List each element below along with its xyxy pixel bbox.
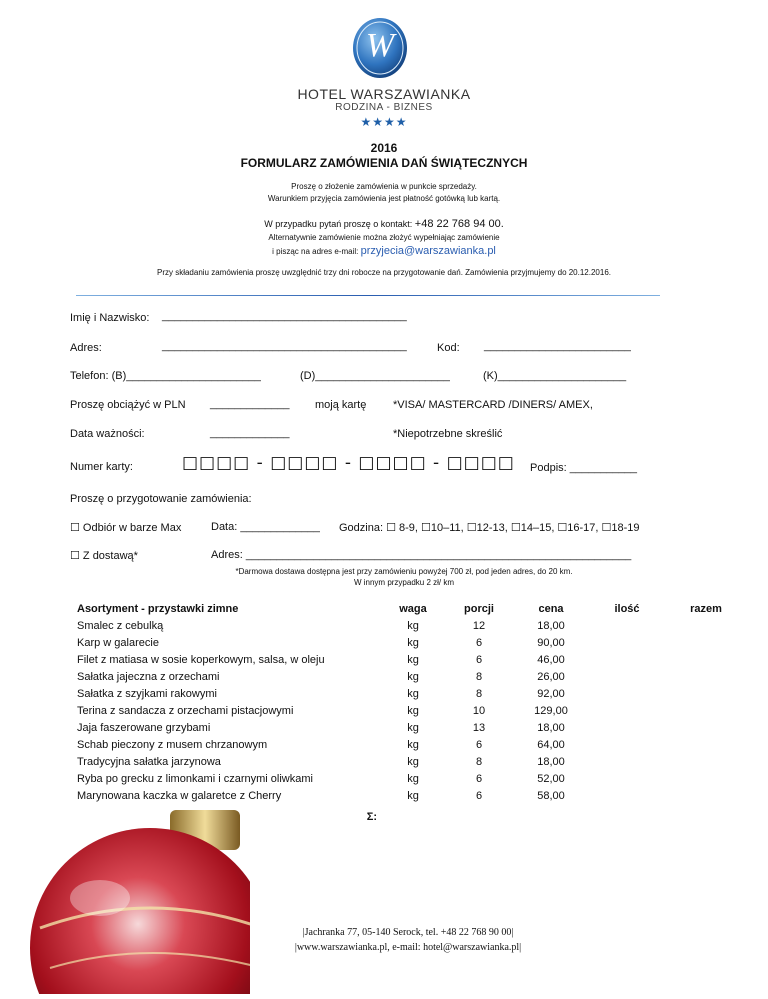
item-price: 26,00 [537,670,565,683]
item-quantity[interactable] [590,634,664,651]
footer-web-email[interactable]: |www.warszawianka.pl, e-mail: hotel@warszawianka.pl| [294,942,522,953]
prepare-label: Proszę o przygotowanie zamówienia: [70,493,252,505]
form-title: FORMULARZ ZAMÓWIENIA DAŃ ŚWIĄTECZNYCH [240,156,528,170]
item-portions: 10 [472,704,486,717]
header-assortment: Asortyment - przystawki zimne [77,602,239,615]
item-price: 64,00 [537,738,565,751]
item-portions: 8 [475,687,483,700]
table-row [74,753,748,770]
contact-line [0,218,768,230]
pickup-hours[interactable]: Godzina: ☐ 8-9, ☐10–11, ☐12-13, ☐14–15, ☐16-17, ☐18-19 [339,522,640,534]
item-quantity[interactable] [590,787,664,804]
table-row [74,651,748,668]
table-row [74,668,748,685]
header-quantity: ilość [614,602,640,615]
item-portions: 6 [475,772,483,785]
item-total[interactable] [664,634,748,651]
item-weight: kg [407,670,419,683]
item-price: 46,00 [537,653,565,666]
item-portions: 8 [475,670,483,683]
delivery-address-field[interactable]: Adres: _______________________________________________________________ [211,549,632,561]
item-weight: kg [407,687,419,700]
item-price: 90,00 [537,636,565,649]
christmas-ornament-image [0,808,250,994]
order-table [74,600,748,830]
item-price: 18,00 [537,755,565,768]
header-weight: waga [399,602,427,615]
card-number-label: Numer karty: [70,461,133,473]
logo-letter: W [365,27,395,64]
delivery-checkbox[interactable]: ☐ Z dostawą* [70,550,138,562]
item-total[interactable] [664,719,748,736]
item-name: Terina z sandacza z orzechami pistacjowymi [77,704,294,717]
contact-prefix: W przypadku pytań proszę o kontakt: [264,219,413,229]
postal-code-label: Kod: [437,342,460,354]
email-link[interactable]: przyjecia@warszawianka.pl [360,245,496,257]
table-row [74,770,748,787]
item-total[interactable] [664,736,748,753]
strike-note: *Niepotrzebne skreślić [393,428,503,440]
item-price: 129,00 [534,704,568,717]
item-name: Tradycyjna sałatka jarzynowa [77,755,221,768]
table-header-row [74,600,748,617]
charge-suffix: moją kartę [315,399,367,411]
item-total[interactable] [664,753,748,770]
item-weight: kg [407,738,419,751]
name-field[interactable]: ________________________________________ [162,310,407,322]
item-portions: 6 [475,789,483,802]
item-portions: 12 [472,619,486,632]
item-quantity[interactable] [590,770,664,787]
table-row [74,719,748,736]
intro-line-1: Proszę o złożenie zamówienia w punkcie sprzedaży. [291,182,477,191]
divider-line [76,295,660,296]
expiry-field[interactable]: _____________ [210,427,290,439]
header-price: cena [538,602,564,615]
item-portions: 13 [472,721,486,734]
name-label: Imię i Nazwisko: [70,312,150,324]
item-name: Filet z matiasa w sosie koperkowym, salsa, w oleju [77,653,325,666]
item-total[interactable] [664,685,748,702]
item-price: 18,00 [537,619,565,632]
charge-amount-field[interactable]: _____________ [210,398,290,410]
item-quantity[interactable] [590,651,664,668]
item-price: 52,00 [537,772,565,785]
intro-line-2: Warunkiem przyjęcia zamówienia jest płatność gotówką lub kartą. [267,194,501,203]
item-weight: kg [407,619,419,632]
item-total[interactable] [664,787,748,804]
signature-field[interactable]: Podpis: ___________ [530,462,638,474]
item-total[interactable] [664,617,748,634]
email-line [0,245,768,257]
pickup-date-field[interactable]: Data: _____________ [211,521,320,533]
item-weight: kg [407,755,419,768]
table-row [74,685,748,702]
item-weight: kg [407,789,419,802]
hotel-logo [352,17,408,79]
item-quantity[interactable] [590,736,664,753]
item-name: Marynowana kaczka w galaretce z Cherry [77,789,282,802]
deadline-notice: Przy składaniu zamówienia proszę uwzględnić trzy dni robocze na przygotowanie dań. Zamówienia przyjmujemy do 20.12.2016. [156,268,611,277]
item-portions: 6 [475,653,483,666]
charge-label: Proszę obciążyć w PLN [70,399,186,411]
email-prefix: i pisząc na adres e-mail: [272,247,359,256]
header-portions: porcji [464,602,494,615]
item-weight: kg [407,653,419,666]
item-name: Sałatka z szyjkami rakowymi [77,687,217,700]
item-name: Sałatka jajeczna z orzechami [77,670,220,683]
table-row [74,787,748,804]
footer-address: |Jachranka 77, 05-140 Serock, tel. +48 22 768 90 00| [302,927,514,938]
postal-code-field[interactable]: ________________________ [484,340,631,352]
contact-phone: +48 22 768 94 00. [414,218,504,230]
item-quantity[interactable] [590,668,664,685]
header-total: razem [690,602,722,615]
sum-label: Σ: [366,811,377,823]
item-name: Ryba po grecku z limonkami i czarnymi oliwkami [77,772,313,785]
item-weight: kg [407,721,419,734]
phone-field-k[interactable]: (K)_____________________ [483,370,627,382]
card-number-boxes[interactable]: □□□□ - □□□□ - □□□□ - □□□□ [182,453,515,473]
table-row [74,702,748,719]
item-portions: 8 [475,755,483,768]
item-quantity[interactable] [590,617,664,634]
item-name: Smalec z cebulką [77,619,164,632]
item-portions: 6 [475,636,483,649]
item-name: Karp w galarecie [77,636,159,649]
table-row [74,736,748,753]
address-label: Adres: [70,342,102,354]
alt-order-line: Alternatywnie zamówienie można złożyć wypełniając zamówienie [268,233,500,242]
table-row [74,617,748,634]
item-price: 58,00 [537,789,565,802]
item-weight: kg [407,704,419,717]
delivery-note-1: *Darmowa dostawa dostępna jest przy zamówieniu powyżej 700 zł, pod jeden adres, do 20 km. [235,567,573,576]
delivery-note-2: W innym przypadku 2 zł/ km [353,578,455,587]
item-quantity[interactable] [590,702,664,719]
phone-field-b[interactable]: Telefon: (B)______________________ [70,370,261,382]
card-types: *VISA/ MASTERCARD /DINERS/ AMEX, [393,399,593,411]
pickup-checkbox[interactable]: ☐ Odbiór w barze Max [70,522,182,534]
rating-stars: ★★★★ [360,115,408,129]
item-quantity[interactable] [590,719,664,736]
item-price: 18,00 [537,721,565,734]
expiry-label: Data ważności: [70,428,145,440]
item-total[interactable] [664,651,748,668]
table-row [74,634,748,651]
item-price: 92,00 [537,687,565,700]
form-year: 2016 [370,141,398,155]
hotel-subtitle: RODZINA - BIZNES [335,102,433,113]
item-quantity[interactable] [590,753,664,770]
item-weight: kg [407,636,419,649]
item-total[interactable] [664,668,748,685]
phone-field-d[interactable]: (D)______________________ [300,370,450,382]
item-name: Schab pieczony z musem chrzanowym [77,738,268,751]
item-total[interactable] [664,770,748,787]
item-name: Jaja faszerowane grzybami [77,721,211,734]
hotel-name: HOTEL WARSZAWIANKA [297,86,471,102]
item-total[interactable] [664,702,748,719]
item-portions: 6 [475,738,483,751]
order-table-container [74,600,748,830]
item-quantity[interactable] [590,685,664,702]
address-field[interactable]: ________________________________________ [162,340,407,352]
item-weight: kg [407,772,419,785]
